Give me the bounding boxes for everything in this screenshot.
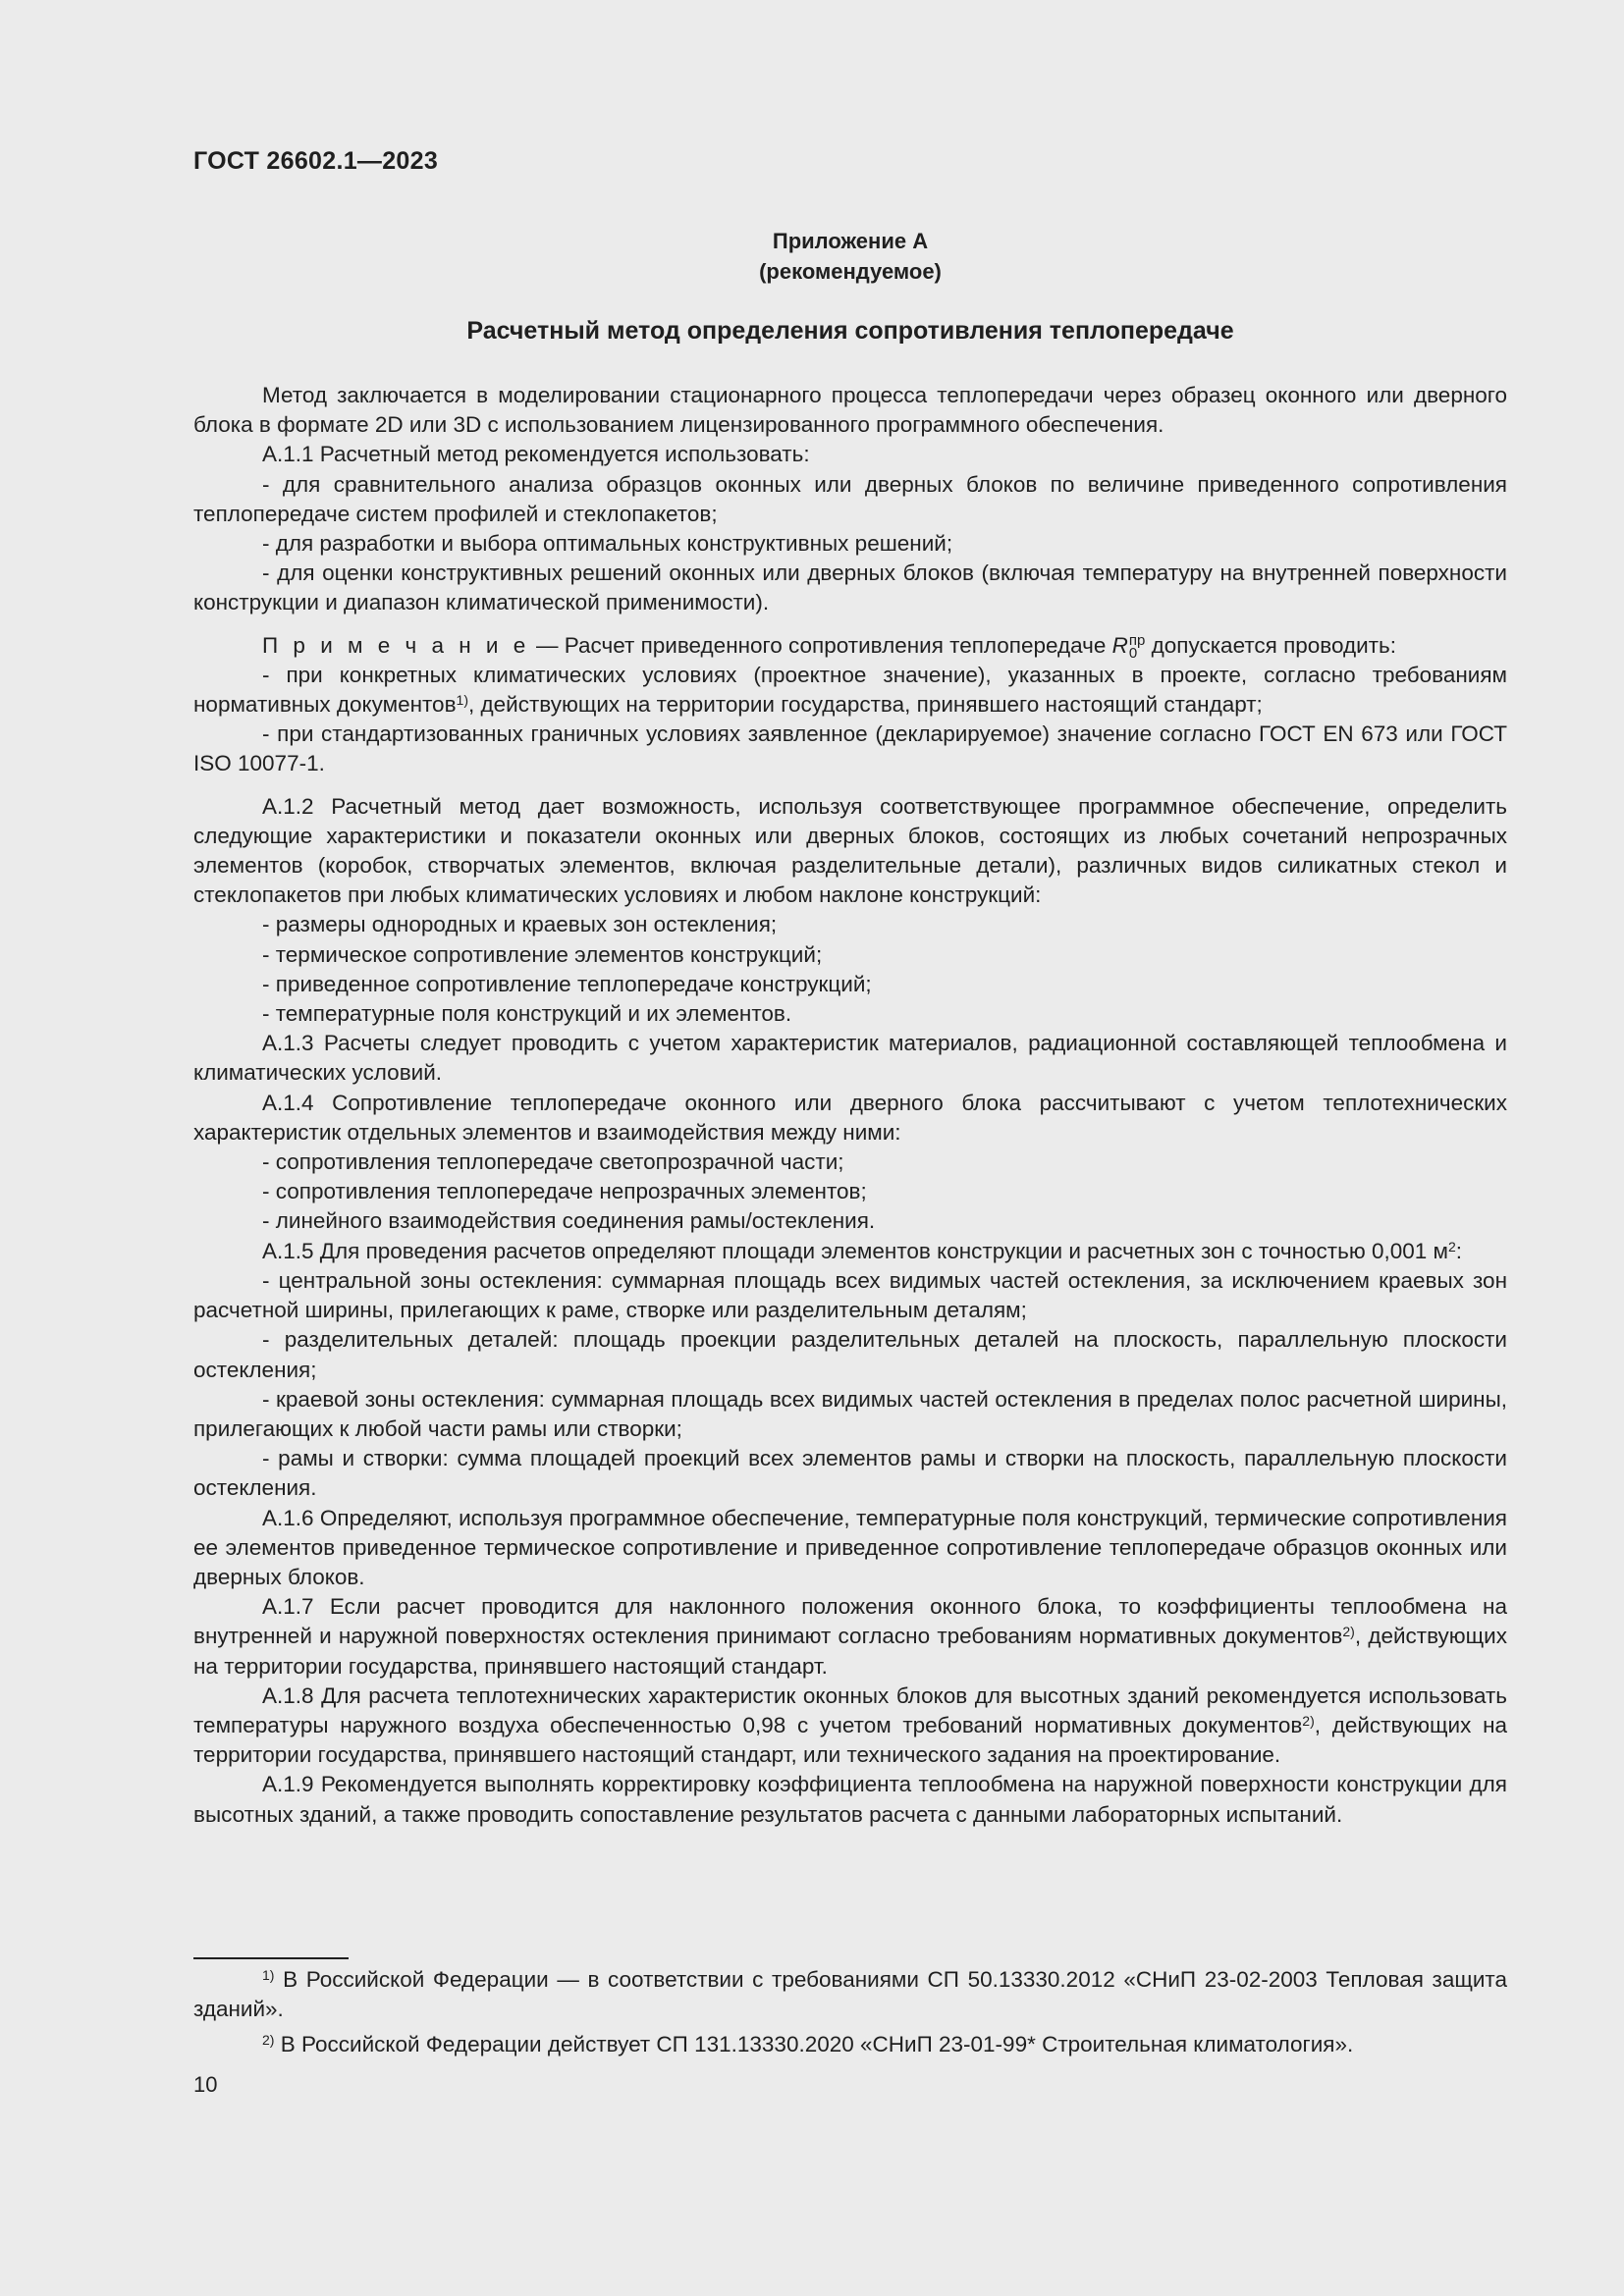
list-item: - для оценки конструктивных решений оконных или дверных блоков (включая температуру на внутренней поверхности конструкции и диапазон климатической применимости). [193,561,1507,615]
note-label: П р и м е ч а н и е [262,632,530,658]
list-item: - сопротивления теплопередаче непрозрачных элементов; [262,1179,867,1204]
page-number: 10 [193,2072,218,2097]
paragraph: Метод заключается в моделировании стационарного процесса теплопередачи через образец оконного или дверного блока в формате 2D или 3D с использованием лицензированного программного обеспечения. [193,383,1507,438]
list-item: - для сравнительного анализа образцов оконных или дверных блоков по величине приведенного сопротивления теплопередаче систем профилей и стеклопакетов; [193,471,1507,526]
footnote-ref: 1) [456,692,468,709]
r-indices: пр 0 [1128,631,1146,662]
note-item: - при конкретных климатических условиях (проектное значение), указанных в проекте, согласно требованиям нормативных документов$^{1)}$, действующих на территории государства, принявшего настоящий стандарт; [193,662,1507,718]
footnote-ref: 2) [1302,1712,1315,1729]
paragraph: А.1.1 Расчетный метод рекомендуется использовать: [262,442,810,467]
list-item: - сопротивления теплопередаче светопрозрачной части; [262,1149,844,1175]
paragraph: А.1.8 Для расчета теплотехнических характеристик оконных блоков для высотных зданий рекомендуется использовать температуры наружного воздуха обеспеченностью 0,98 с учетом требований нормативных документов$^{2)}$, действующих на территории государства, принявшего настоящий стандарт, или технического задания на проектирование. [193,1682,1508,1768]
paragraph: А.1.5 Для проведения расчетов определяют площади элементов конструкции и расчетных зон с точностью 0,001 $м^2$: [262,1238,1463,1263]
list-item: - размеры однородных и краевых зон остекления; [262,912,778,937]
list-item: - центральной зоны остекления: суммарная площадь всех видимых частей остекления, за исключением краевых зон расчетной ширины, прилегающих к раме, створке или разделительным деталям; [193,1267,1507,1323]
paragraph: А.1.4 Сопротивление теплопередаче оконного или дверного блока рассчитывают с учетом теплотехнических характеристик отдельных элементов и взаимодействия между ними: [193,1090,1507,1145]
list-item: - температурные поля конструкций и их элементов. [262,1001,792,1027]
annex-heading [193,226,1507,287]
paragraph: А.1.9 Рекомендуется выполнять корректировку коэффициента теплообмена на наружной поверхности конструкции для высотных зданий, а также проводить сопоставление результатов расчета с данными лабораторных испытаний. [193,1772,1507,1827]
paragraph: А.1.6 Определяют, используя программное обеспечение, температурные поля конструкций, термические сопротивления ее элементов приведенное термическое сопротивление и приведенное сопротивление теплопередаче образцов оконных или дверных блоков. [193,1505,1507,1589]
footnote-ref: 2) [1342,1624,1355,1640]
annex-type: (рекомендуемое) [759,259,942,284]
footnote-divider [193,1957,349,1959]
list-item: - краевой зоны остекления: суммарная площадь всех видимых частей остекления в пределах полос расчетной ширины, прилегающих к любой части рамы или створки; [193,1386,1507,1441]
body-text [193,381,1507,1830]
list-item: - рамы и створки: сумма площадей проекций всех элементов рамы и створки на плоскость, параллельную плоскости остекления. [193,1446,1507,1501]
paragraph: А.1.7 Если расчет проводится для наклонного положения оконного блока, то коэффициенты теплообмена на внутренней и наружной поверхностях остекления принимают согласно требованиям нормативных документов$^{2)}$, действующих на территории государства, принявшего настоящий стандарт. [193,1594,1507,1679]
section-title: Расчетный метод определения сопротивления теплопередаче [466,317,1234,345]
footnotes [193,1957,1507,2060]
list-item: - линейного взаимодействия соединения рамы/остекления. [262,1208,876,1234]
list-item: - термическое сопротивление элементов конструкций; [262,941,823,967]
annex-name: Приложение А [772,229,929,253]
footnote: $^{2)}$ В Российской Федерации действует СП 131.13330.2020 «СНиП 23-01-99* Строительная климатология». [262,2032,1354,2057]
paragraph: А.1.2 Расчетный метод дает возможность, используя соответствующее программное обеспечение, определить следующие характеристики и показатели оконных или дверных блоков, состоящих из любых сочетаний непрозрачных элементов (коробок, створчатых элементов, включая разделительные детали), различных видов силикатных стекол и стеклопакетов при любых климатических условиях и любом наклоне конструкций: [193,793,1507,908]
list-item: - для разработки и выбора оптимальных конструктивных решений; [262,531,953,557]
note-paragraph: П р и м е ч а н и е — Расчет приведенного сопротивления теплопередаче R пр 0 допускается проводить: [262,631,1396,662]
footnote: $^{1)}$ В Российской Федерации — в соответствии с требованиями СП 50.13330.2012 «СНиП 23-02-2003 Тепловая защита зданий». [193,1967,1507,2022]
paragraph: А.1.3 Расчеты следует проводить с учетом характеристик материалов, радиационной составляющей теплообмена и климатических условий. [193,1031,1507,1086]
document-header: ГОСТ 26602.1—2023 [193,147,439,175]
note-item: - при стандартизованных граничных условиях заявленное (декларируемое) значение согласно ГОСТ EN 673 или ГОСТ ISO 10077-1. [193,721,1507,776]
r-symbol: R [1111,632,1128,658]
list-item: - приведенное сопротивление теплопередаче конструкций; [262,971,872,996]
list-item: - разделительных деталей: площадь проекции разделительных деталей на плоскость, параллельную плоскости остекления; [193,1327,1507,1382]
